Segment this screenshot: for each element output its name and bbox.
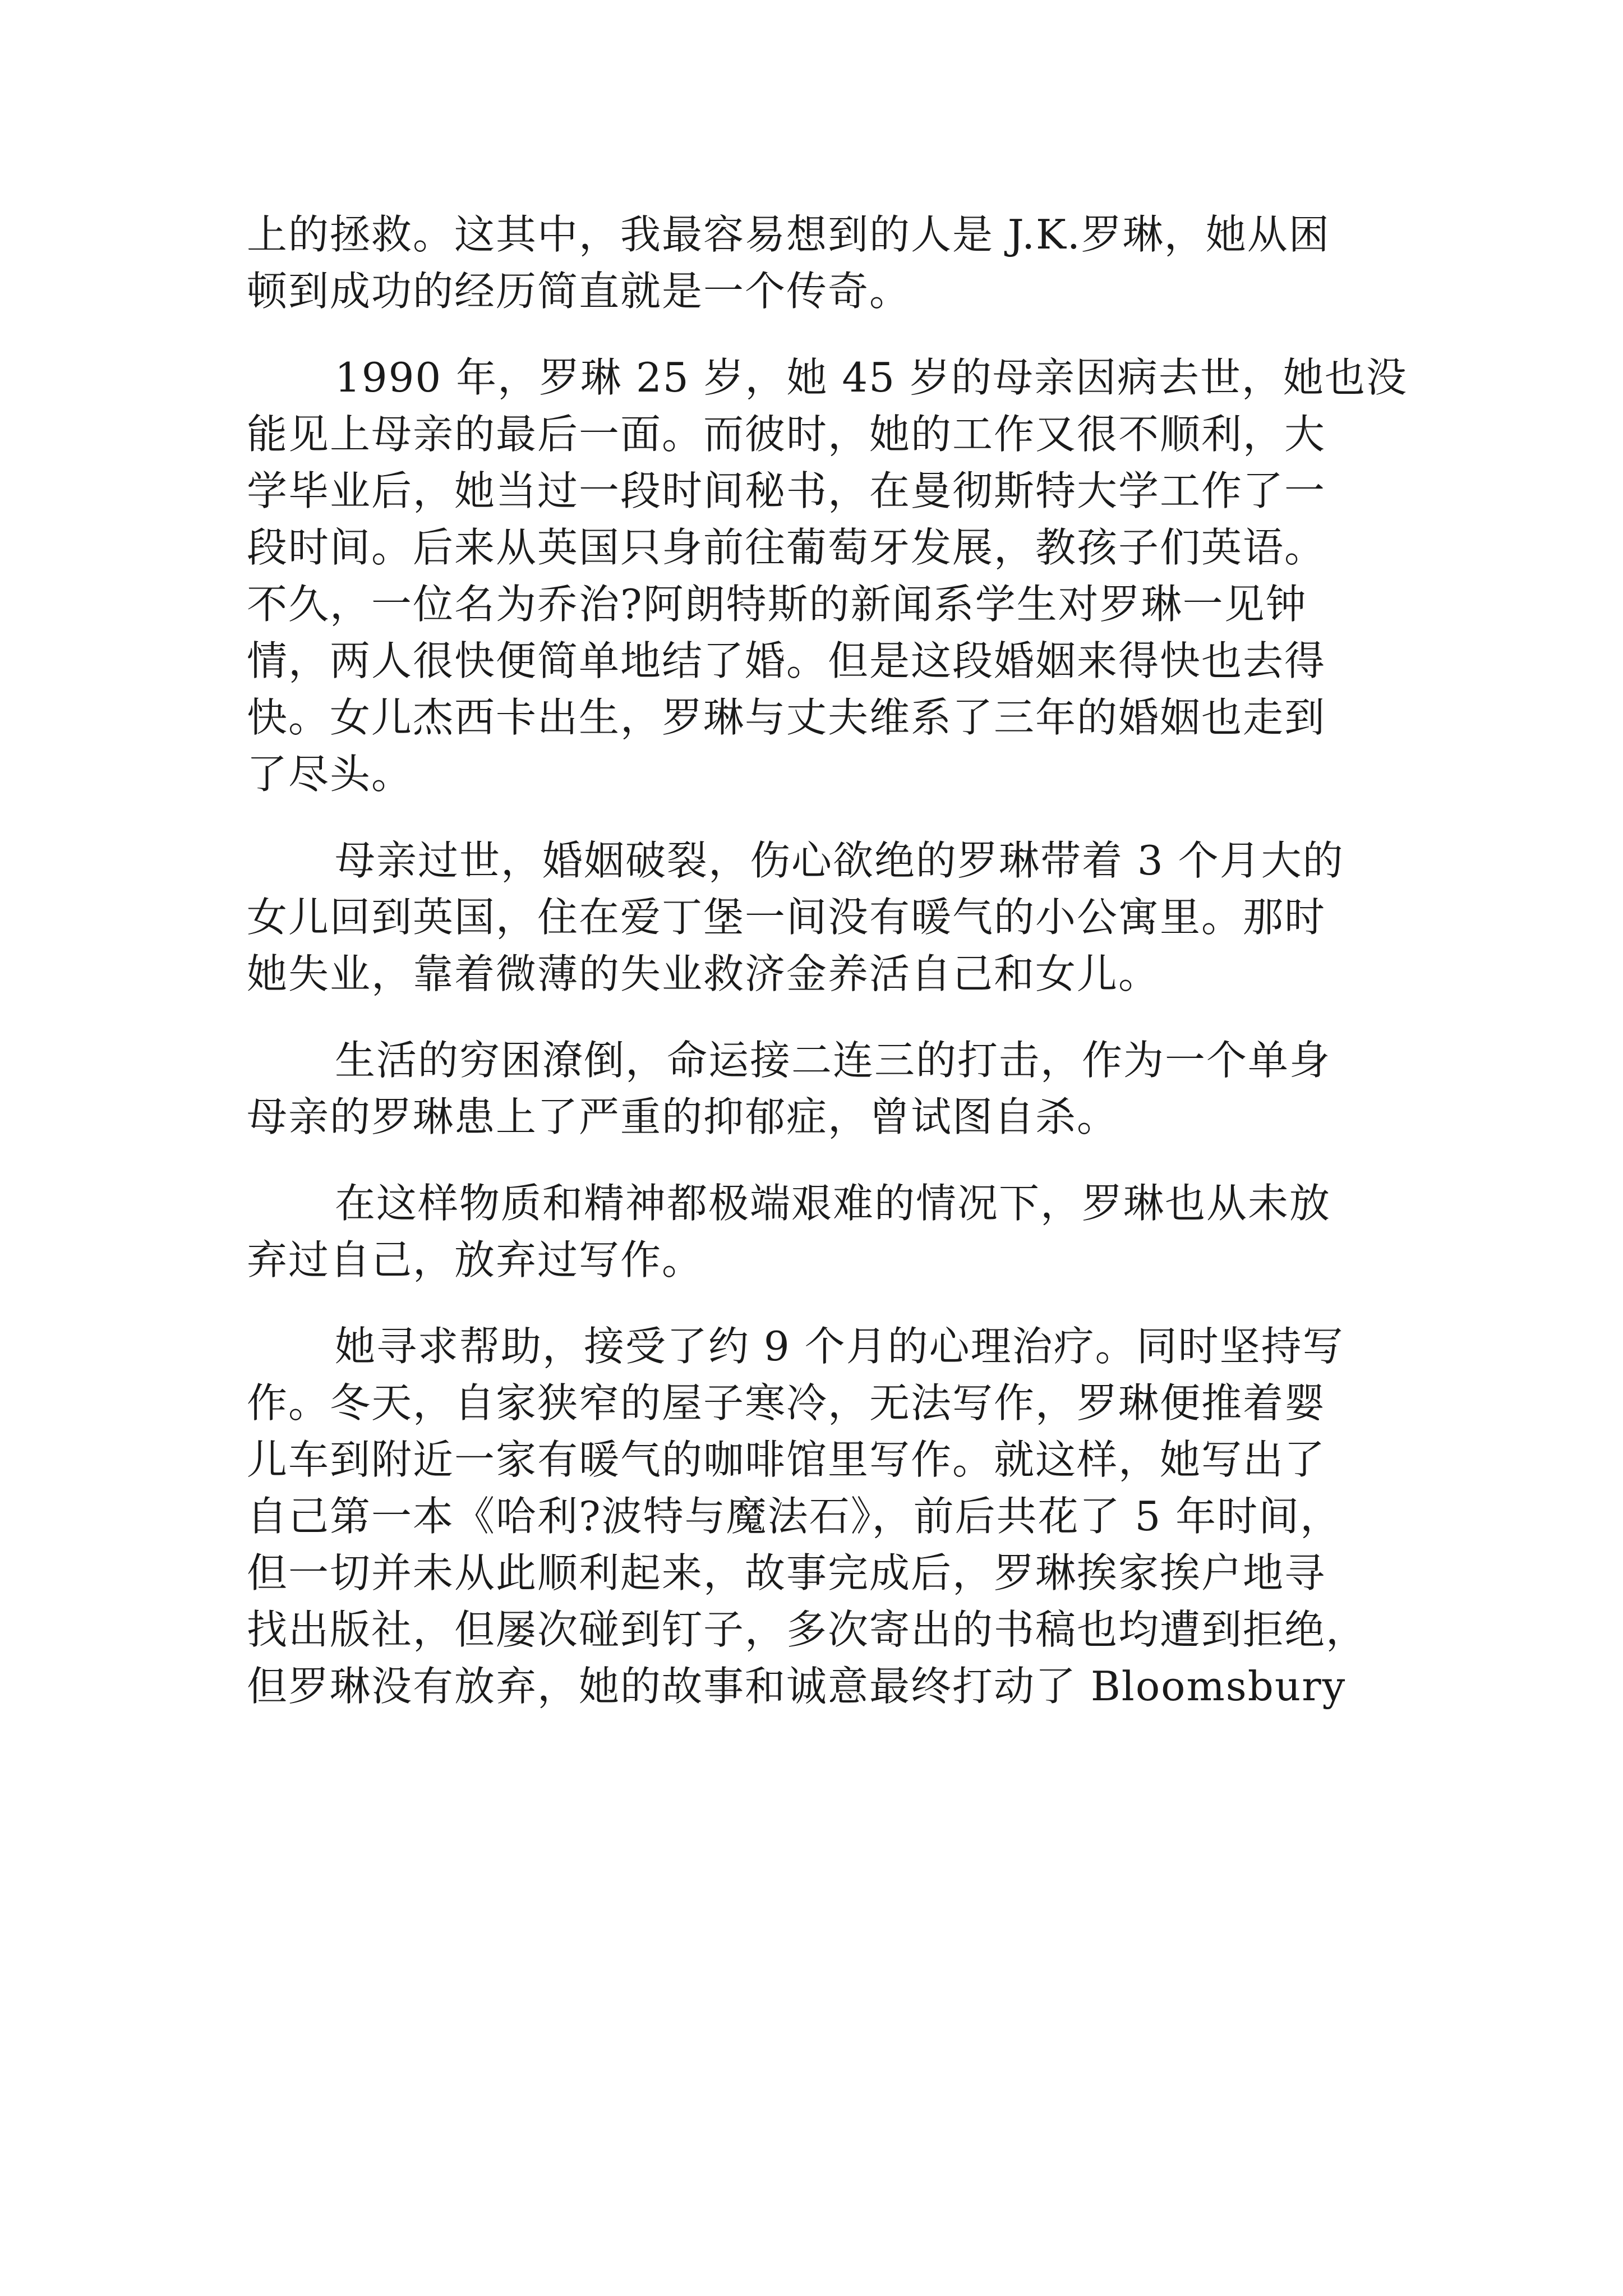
text-line: 快。女儿杰西卡出生，罗琳与丈夫维系了三年的婚姻也走到 [247, 694, 1326, 741]
text-line: 生活的穷困潦倒，命运接二连三的打击，作为一个单身 [335, 1037, 1331, 1084]
text-line: 自己第一本《哈利?波特与魔法石》，前后共花了 5 年时间， [247, 1493, 1342, 1540]
text-line: 母亲过世，婚姻破裂，伤心欲绝的罗琳带着 3 个月大的 [335, 837, 1344, 884]
text-line: 但罗琳没有放弃，她的故事和诚意最终打动了 Bloomsbury [247, 1663, 1347, 1710]
paragraph-5 [247, 1175, 1391, 1289]
text-line: 情，两人很快便简单地结了婚。但是这段婚姻来得快也去得 [247, 637, 1326, 684]
text-line: 不久，一位名为乔治?阿朗特斯的新闻系学生对罗琳一见钟 [247, 581, 1307, 628]
paragraph-2 [247, 349, 1408, 803]
text-line: 儿车到附近一家有暖气的咖啡馆里写作。就这样，她写出了 [247, 1436, 1326, 1483]
paragraph-4 [247, 1032, 1391, 1145]
text-line: 她失业，靠着微薄的失业救济金养活自己和女儿。 [247, 950, 1160, 997]
text-line: 找出版社，但屡次碰到钉子，多次寄出的书稿也均遭到拒绝， [247, 1606, 1368, 1653]
paragraph-1 [247, 206, 1391, 320]
text-line: 她寻求帮助，接受了约 9 个月的心理治疗。同时坚持写 [335, 1323, 1344, 1370]
paragraph-3 [247, 832, 1391, 1002]
text-line: 母亲的罗琳患上了严重的抑郁症，曾试图自杀。 [247, 1093, 1119, 1140]
text-line: 上的拯救。这其中，我最容易想到的人是 J.K.罗琳，她从困 [247, 211, 1330, 258]
text-line: 在这样物质和精神都极端艰难的情况下，罗琳也从未放 [335, 1180, 1331, 1227]
text-line: 1990 年，罗琳 25 岁，她 45 岁的母亲因病去世，她也没 [335, 354, 1408, 401]
text-line: 顿到成功的经历简直就是一个传奇。 [247, 268, 911, 315]
document-page [247, 206, 1408, 1715]
text-line: 弃过自己，放弃过写作。 [247, 1236, 704, 1283]
text-line: 女儿回到英国，住在爱丁堡一间没有暖气的小公寓里。那时 [247, 894, 1326, 941]
text-line: 了尽头。 [247, 751, 413, 798]
text-line: 学毕业后，她当过一段时间秘书，在曼彻斯特大学工作了一 [247, 467, 1326, 514]
text-line: 段时间。后来从英国只身前往葡萄牙发展，教孩子们英语。 [247, 524, 1326, 571]
paragraph-6 [247, 1318, 1391, 1715]
text-line: 能见上母亲的最后一面。而彼时，她的工作又很不顺利，大 [247, 411, 1326, 458]
text-line: 作。冬天，自家狭窄的屋子寒冷，无法写作，罗琳便推着婴 [247, 1379, 1326, 1427]
text-line: 但一切并未从此顺利起来，故事完成后，罗琳挨家挨户地寻 [247, 1549, 1326, 1596]
